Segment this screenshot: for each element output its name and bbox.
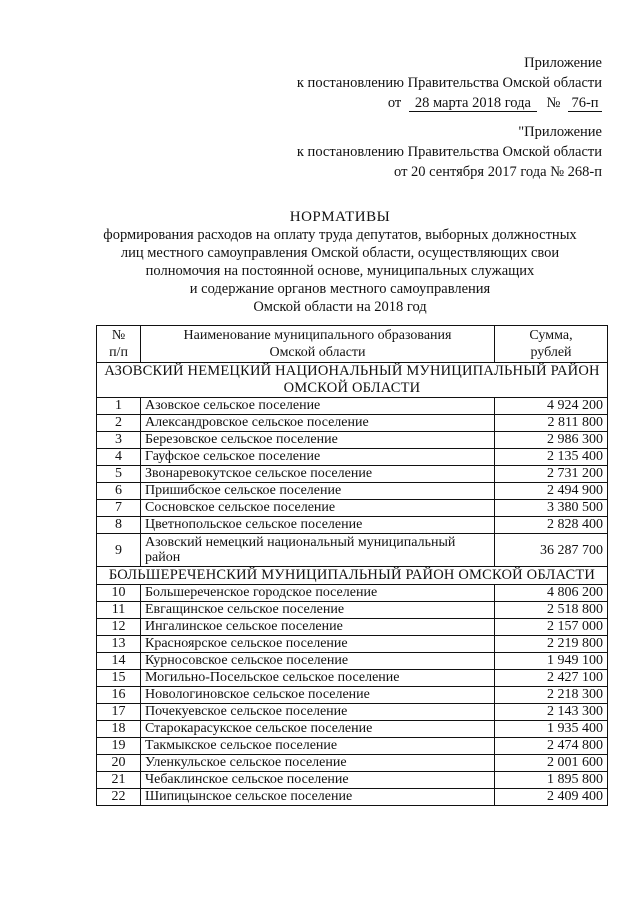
- norms-table: [96, 325, 608, 806]
- title-line-1: формирования расходов на оплату труда депутатов, выборных должностных: [103, 227, 577, 243]
- row-sum: 2 001 600: [495, 755, 608, 772]
- row-sum: 1 949 100: [495, 653, 608, 670]
- row-sum: 2 986 300: [495, 432, 608, 449]
- row-name: Уленкульское сельское поселение: [141, 755, 495, 772]
- section-title-bolsherechye: БОЛЬШЕРЕЧЕНСКИЙ МУНИЦИПАЛЬНЫЙ РАЙОН ОМСКОЙ ОБЛАСТИ: [97, 567, 608, 585]
- row-sum: 2 731 200: [495, 466, 608, 483]
- row-name: Новологиновское сельское поселение: [141, 687, 495, 704]
- table-row: [97, 619, 608, 636]
- row-number: 9: [97, 534, 141, 567]
- row-number: 5: [97, 466, 141, 483]
- table-row: [97, 398, 608, 415]
- row-sum: 2 474 800: [495, 738, 608, 755]
- row-number: 22: [97, 789, 141, 806]
- row-sum: 4 924 200: [495, 398, 608, 415]
- row-number: 6: [97, 483, 141, 500]
- previous-approval-header: [297, 122, 602, 182]
- row-number: 1: [97, 398, 141, 415]
- row-number: 12: [97, 619, 141, 636]
- table-row: [97, 687, 608, 704]
- col-sum-header: Сумма, рублей: [495, 326, 608, 363]
- row-name: Звонаревокутское сельское поселение: [141, 466, 495, 483]
- row-name: Курносовское сельское поселение: [141, 653, 495, 670]
- row-sum: 2 427 100: [495, 670, 608, 687]
- row-name: Азовское сельское поселение: [141, 398, 495, 415]
- row-name: Почекуевское сельское поселение: [141, 704, 495, 721]
- row-name: Пришибское сельское поселение: [141, 483, 495, 500]
- row-number: 18: [97, 721, 141, 738]
- prev-resolution-date: от 20 сентября 2017 года № 268-п: [394, 164, 602, 180]
- date-prefix: от: [387, 95, 402, 111]
- row-number: 11: [97, 602, 141, 619]
- row-number: 21: [97, 772, 141, 789]
- row-name: Чебаклинское сельское поселение: [141, 772, 495, 789]
- prev-appendix-label: "Приложение: [518, 124, 602, 140]
- row-sum: 2 157 000: [495, 619, 608, 636]
- row-name: Азовский немецкий национальный муниципальный район: [141, 534, 495, 567]
- row-number: 13: [97, 636, 141, 653]
- col-name-header: Наименование муниципального образования Омской области: [141, 326, 495, 363]
- table-row: [97, 772, 608, 789]
- title-line-3: полномочия на постоянной основе, муниципальных служащих: [145, 263, 535, 279]
- row-number: 20: [97, 755, 141, 772]
- row-name: Гауфское сельское поселение: [141, 449, 495, 466]
- title-line-4: и содержание органов местного самоуправления: [189, 281, 491, 297]
- number-sign: №: [546, 95, 561, 111]
- table-row: [97, 704, 608, 721]
- row-number: 17: [97, 704, 141, 721]
- row-name: Такмыкское сельское поселение: [141, 738, 495, 755]
- row-number: 2: [97, 415, 141, 432]
- row-number: 3: [97, 432, 141, 449]
- prev-resolution-label: к постановлению Правительства Омской области: [296, 144, 602, 160]
- row-number: 19: [97, 738, 141, 755]
- table-row: [97, 415, 608, 432]
- section-row: [97, 363, 608, 398]
- table-row: [97, 755, 608, 772]
- appendix-label: Приложение: [524, 55, 602, 71]
- row-sum: 36 287 700: [495, 534, 608, 567]
- title-line-5: Омской области на 2018 год: [253, 299, 427, 315]
- row-name: Ингалинское сельское поселение: [141, 619, 495, 636]
- row-sum: 2 494 900: [495, 483, 608, 500]
- row-sum: 2 409 400: [495, 789, 608, 806]
- row-name: Большереченское городское поселение: [141, 585, 495, 602]
- table-row: [97, 500, 608, 517]
- table-header-row: [97, 326, 608, 363]
- row-number: 16: [97, 687, 141, 704]
- table-row: [97, 789, 608, 806]
- title-line-2: лиц местного самоуправления Омской области, осуществляющих свои: [120, 245, 560, 261]
- table-row: [97, 602, 608, 619]
- row-sum: 2 219 800: [495, 636, 608, 653]
- resolution-number: 76-п: [568, 95, 602, 112]
- row-sum: 2 518 800: [495, 602, 608, 619]
- row-sum: 2 135 400: [495, 449, 608, 466]
- table-row: [97, 721, 608, 738]
- section-row: [97, 567, 608, 585]
- resolution-date-line: [297, 93, 602, 113]
- approval-header: [297, 53, 602, 113]
- row-sum: 2 218 300: [495, 687, 608, 704]
- table-row: [97, 517, 608, 534]
- row-name: Сосновское сельское поселение: [141, 500, 495, 517]
- row-sum: 2 811 800: [495, 415, 608, 432]
- row-number: 7: [97, 500, 141, 517]
- table-row: [97, 585, 608, 602]
- row-name: Старокарасукское сельское поселение: [141, 721, 495, 738]
- row-name: Березовское сельское поселение: [141, 432, 495, 449]
- row-name: Цветнопольское сельское поселение: [141, 517, 495, 534]
- row-name: Шипицынское сельское поселение: [141, 789, 495, 806]
- table-row: [97, 432, 608, 449]
- row-sum: 4 806 200: [495, 585, 608, 602]
- row-number: 8: [97, 517, 141, 534]
- table-row: [97, 449, 608, 466]
- row-number: 4: [97, 449, 141, 466]
- row-sum: 2 828 400: [495, 517, 608, 534]
- table-row: [97, 653, 608, 670]
- row-sum: 1 935 400: [495, 721, 608, 738]
- table-row: [97, 670, 608, 687]
- row-number: 14: [97, 653, 141, 670]
- row-name: Александровское сельское поселение: [141, 415, 495, 432]
- row-sum: 2 143 300: [495, 704, 608, 721]
- table-row: [97, 466, 608, 483]
- row-sum: 3 380 500: [495, 500, 608, 517]
- title-heading: НОРМАТИВЫ: [289, 209, 391, 225]
- row-name: Могильно-Посельское сельское поселение: [141, 670, 495, 687]
- row-number: 15: [97, 670, 141, 687]
- row-sum: 1 895 800: [495, 772, 608, 789]
- resolution-date: 28 марта 2018 года: [409, 95, 537, 112]
- table-row: [97, 534, 608, 567]
- col-number-header: № п/п: [97, 326, 141, 363]
- document-title: [80, 208, 600, 316]
- table-row: [97, 636, 608, 653]
- table-row: [97, 738, 608, 755]
- row-name: Евгащинское сельское поселение: [141, 602, 495, 619]
- row-name: Красноярское сельское поселение: [141, 636, 495, 653]
- table-row: [97, 483, 608, 500]
- section-title-azov: АЗОВСКИЙ НЕМЕЦКИЙ НАЦИОНАЛЬНЫЙ МУНИЦИПАЛЬНЫЙ РАЙОН ОМСКОЙ ОБЛАСТИ: [97, 363, 608, 398]
- resolution-label: к постановлению Правительства Омской области: [296, 75, 602, 91]
- row-number: 10: [97, 585, 141, 602]
